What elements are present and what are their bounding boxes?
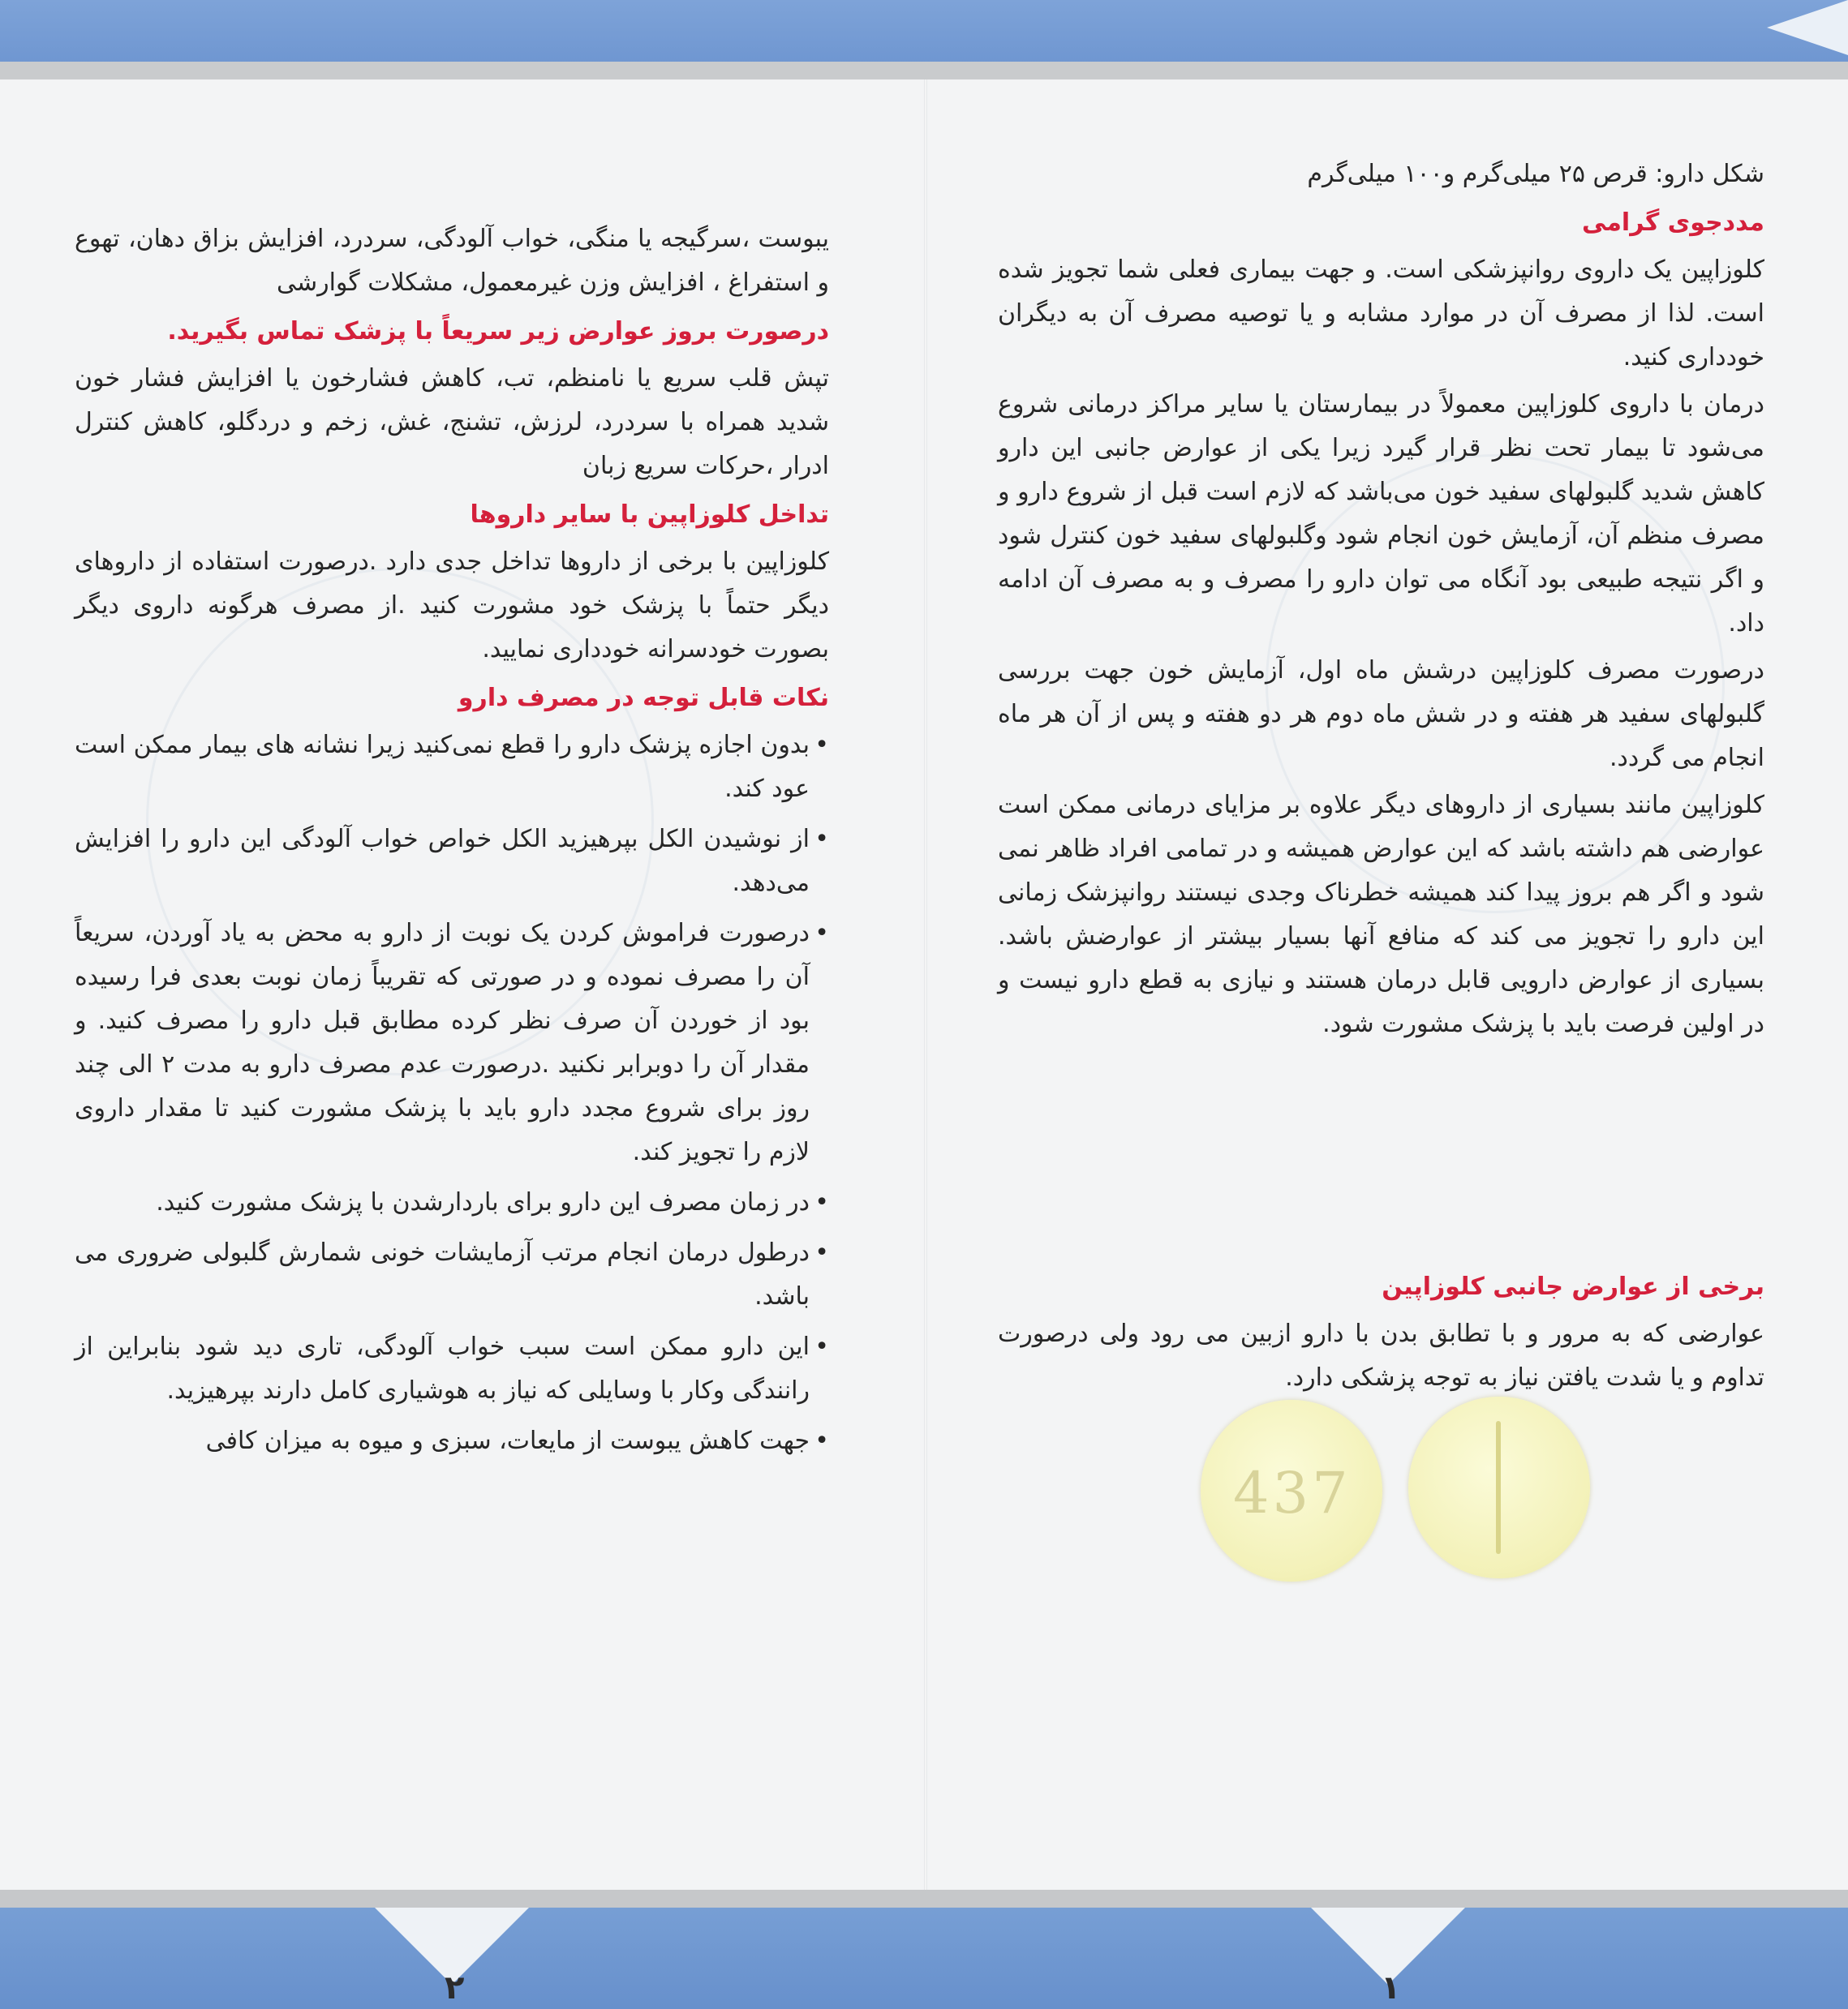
- tip-item: • این دارو ممکن است سبب خواب آلودگی، تاری دید شود بنابراین از رانندگی وکار با وسایلی که نیاز به هوشیاری کامل دارند بپرهیزید.: [75, 1325, 829, 1413]
- tip-item: • در زمان مصرف این دارو برای باردارشدن با پزشک مشورت کنید.: [75, 1181, 829, 1225]
- pill-scored: [1408, 1397, 1590, 1578]
- bottom-blue-band: [0, 1890, 1848, 2009]
- paragraph: کلوزاپین یک داروی روانپزشکی است. و جهت بیماری فعلی شما تجویز شده است. لذا از مصرف آن در موارد مشابه و یا توصیه مصرف آن به دیگران خودداری کنید.: [998, 255, 1764, 371]
- pill-score-line: [1496, 1421, 1501, 1554]
- urgent-heading: درصورت بروز عوارض زیر سریعاً با پزشک تماس بگیرید.: [167, 317, 829, 346]
- tip-item: • بدون اجازه پزشک دارو را قطع نمی‌کنید زیرا نشانه های بیمار ممکن است عود کند.: [75, 723, 829, 811]
- right-page-column: [998, 152, 1764, 1403]
- page-number-left: ۲: [445, 1969, 465, 2007]
- interactions-text: کلوزاپین با برخی از داروها تداخل جدی دارد .درصورت استفاده از داروهای دیگر حتماً با پزشک خود مشورت کنید .از مصرف هرگونه داروی دیگر بصورت خودسرانه خودداری نمایید.: [75, 547, 829, 663]
- top-corner-notch: [1767, 0, 1848, 55]
- paragraph: کلوزاپین مانند بسیاری از داروهای دیگر علاوه بر مزایای درمانی ممکن است عوارضی هم داشته باشد که این عوارض همیشه و در تمامی افراد ظاهر نمی شود و اگر هم بروز پیدا کند همیشه خطرناک وجدی نیستند روانپزشک زمانی این دارو را تجویز می کند که منافع آنها بسیار بیشتر از عوارضش باشد. بسیاری از عوارض دارویی قابل درمان هستند و نیازی به قطع دارو نیست و در اولین فرصت باید با پزشک مشورت شود.: [998, 791, 1764, 1038]
- pill-photo: [1201, 1393, 1606, 1588]
- tip-item: • از نوشیدن الکل بپرهیزید الکل خواص خواب آلودگی این دارو را افزایش می‌دهد.: [75, 818, 829, 905]
- paragraph: درصورت مصرف کلوزاپین درشش ماه اول، آزمایش خون جهت بررسی گلبولهای سفید هر هفته و در شش ماه دوم هر دو هفته و پس از آن هر ماه انجام می گردد.: [998, 656, 1764, 772]
- tip-item: • جهت کاهش یبوست از مایعات، سبزی و میوه به میزان کافی: [75, 1419, 829, 1463]
- left-page-column: [75, 217, 829, 1470]
- pill-image-area: [998, 1050, 1764, 1260]
- urgent-effects: تپش قلب سریع یا نامنظم، تب، کاهش فشارخون یا افزایش فشار خون شدید همراه با سردرد، لرزش، تشنج، غش، زخم و دردگلو، کاهش کنترل ادرار ،حرکات سریع زبان: [75, 364, 829, 480]
- side-effects-intro: عوارضی که به مرور و با تطابق بدن با دارو ازبین می رود ولی درصورت تداوم و یا شدت یافتن نیاز به توجه پزشکی دارد.: [998, 1320, 1764, 1392]
- center-fold: [924, 79, 927, 1890]
- bottom-gray-stripe: [0, 1890, 1848, 1908]
- dosage-form: شکل دارو: قرص ۲۵ میلی‌گرم و۱۰۰ میلی‌گرم: [1307, 160, 1764, 188]
- page-number-right: ۱: [1381, 1969, 1401, 2007]
- tip-item: • درطول درمان انجام مرتب آزمایشات خونی شمارش گلبولی ضروری می باشد.: [75, 1231, 829, 1319]
- paragraph: درمان با داروی کلوزاپین معمولاً در بیمارستان یا سایر مراکز درمانی شروع می‌شود تا بیمار تحت نظر قرار گیرد زیرا یکی از عوارض جانبی این دارو کاهش شدید گلبولهای سفید خون می‌باشد که لازم است قبل از شروع دارو و مصرف منظم آن، آزمایش خون انجام شود وگلبولهای سفید خون کنترل شود و اگر نتیجه طبیعی بود آنگاه می توان دارو را مصرف و به مصرف آن ادامه داد.: [998, 390, 1764, 637]
- side-effects-heading: برخی از عوارض جانبی کلوزاپین: [1382, 1273, 1764, 1301]
- top-gray-stripe: [0, 62, 1848, 79]
- tip-item: • درصورت فراموش کردن یک نوبت از دارو به محض به یاد آوردن، سریعاً آن را مصرف نموده و در صورتی که تقریباً زمان نوبت بعدی فرا رسیده بود از خوردن آن صرف نظر کرده مطابق قبل دارو را مصرف کنید. و مقدار آن را دوبرابر نکنید .درصورت عدم مصرف دارو به مدت ۲ الی چند روز برای شروع مجدد دارو باید با پزشک مشورت کنید تا مقدار داروی لازم را تجویز کند.: [75, 912, 829, 1174]
- greeting-heading: مددجوی گرامی: [1582, 208, 1764, 237]
- pill-imprinted: [1201, 1400, 1382, 1582]
- tips-heading: نکات قابل توجه در مصرف دارو: [458, 684, 829, 712]
- top-blue-band: [0, 0, 1848, 79]
- pill-imprint: 437: [1233, 1460, 1352, 1526]
- interactions-heading: تداخل کلوزاپین با سایر داروها: [470, 500, 829, 529]
- common-effects: یبوست ،سرگیجه یا منگی، خواب آلودگی، سردرد، افزایش بزاق دهان، تهوع و استفراغ ، افزایش وزن غیرمعمول، مشکلات گوارشی: [75, 225, 829, 297]
